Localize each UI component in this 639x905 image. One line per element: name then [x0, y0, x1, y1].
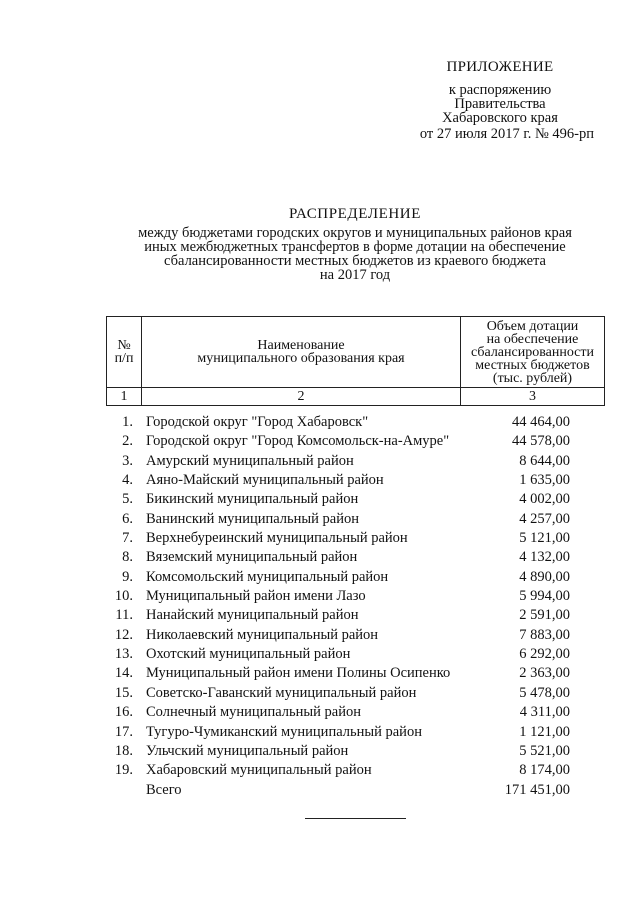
row-number: 18. — [114, 742, 133, 759]
row-value: 6 292,00 — [519, 646, 570, 663]
table-row — [0, 529, 639, 548]
row-number: 11. — [115, 607, 133, 624]
appendix-line-2: Правительства — [454, 96, 546, 112]
table-row — [0, 645, 639, 664]
table-row — [0, 684, 639, 703]
row-value: 8 644,00 — [519, 452, 570, 469]
row-name: Бикинский муниципальный район — [146, 491, 359, 508]
row-name: Николаевский муниципальный район — [146, 626, 379, 643]
col3-header: Объем дотации на обеспечение сбалансированности местных бюджетов (тыс. рублей) — [461, 317, 605, 388]
table-body — [0, 413, 639, 800]
row-value: 44 464,00 — [512, 414, 570, 430]
table-row — [0, 548, 639, 567]
total-row — [0, 781, 639, 800]
table-row — [0, 703, 639, 722]
row-value: 7 883,00 — [519, 626, 570, 643]
col3-number: 3 — [461, 388, 605, 406]
closing-divider — [305, 818, 406, 819]
row-name: Муниципальный район имени Лазо — [146, 588, 366, 605]
table-row — [0, 568, 639, 587]
row-name: Солнечный муниципальный район — [146, 704, 361, 721]
heading-line-1: между бюджетами городских округов и муниципальных районов края — [138, 225, 572, 241]
table-row — [0, 742, 639, 761]
appendix-line-3: Хабаровского края — [442, 110, 558, 126]
row-name: Амурский муниципальный район — [146, 452, 354, 469]
row-name: Охотский муниципальный район — [146, 646, 351, 663]
row-value: 4 002,00 — [519, 491, 570, 508]
row-value: 5 121,00 — [519, 530, 570, 547]
row-number: 17. — [114, 723, 133, 740]
row-name: Вяземский муниципальный район — [146, 549, 358, 566]
table-row — [0, 432, 639, 451]
row-value: 5 994,00 — [519, 588, 570, 605]
row-name: Аяно-Майский муниципальный район — [146, 472, 384, 489]
row-number: 6. — [122, 510, 133, 527]
row-value: 8 174,00 — [519, 762, 570, 779]
appendix-line-1: к распоряжению — [448, 82, 552, 98]
col2-header: Наименование муниципального образования края — [142, 317, 461, 388]
table-row — [0, 452, 639, 471]
row-number: 2. — [122, 433, 133, 450]
row-number: 1. — [122, 414, 133, 430]
row-number: 4. — [122, 472, 133, 489]
row-number: 8. — [122, 549, 133, 566]
appendix-title: ПРИЛОЖЕНИЕ — [446, 59, 554, 75]
heading-line-4: на 2017 год — [319, 267, 391, 283]
row-name: Городской округ "Город Комсомольск-на-Амуре" — [146, 433, 450, 450]
appendix-order-date: от 27 июля 2017 г. № 496-рп — [419, 126, 594, 142]
heading-line-2: иных межбюджетных трансфертов в форме дотации на обеспечение — [144, 239, 566, 255]
col1-header: № п/п — [107, 317, 142, 388]
row-value: 4 311,00 — [519, 704, 570, 721]
table-row — [0, 510, 639, 529]
row-name: Нанайский муниципальный район — [146, 607, 359, 624]
row-number: 19. — [114, 762, 133, 779]
heading-title: РАСПРЕДЕЛЕНИЕ — [288, 206, 421, 222]
row-number: 7. — [122, 530, 133, 547]
row-number: 12. — [114, 626, 133, 643]
table-row — [0, 626, 639, 645]
row-value: 44 578,00 — [512, 433, 570, 450]
row-name: Комсомольский муниципальный район — [146, 568, 389, 585]
heading-line-3: сбалансированности местных бюджетов из краевого бюджета — [164, 253, 546, 269]
row-value: 4 890,00 — [519, 568, 570, 585]
row-value: 2 363,00 — [519, 665, 570, 682]
row-number: 10. — [114, 588, 133, 605]
row-value: 1 635,00 — [519, 472, 570, 489]
col2-number: 2 — [142, 388, 461, 406]
row-name: Тугуро-Чумиканский муниципальный район — [146, 723, 422, 740]
row-number: 13. — [114, 646, 133, 663]
document-heading — [90, 207, 620, 221]
row-name: Ульчский муниципальный район — [146, 742, 349, 759]
row-number: 15. — [114, 684, 133, 701]
table-header — [106, 316, 605, 406]
table-row — [0, 490, 639, 509]
table-row — [0, 664, 639, 683]
row-name: Советско-Гаванский муниципальный район — [146, 684, 417, 701]
row-value: 4 132,00 — [519, 549, 570, 566]
row-value: 5 521,00 — [519, 742, 570, 759]
row-name: Хабаровский муниципальный район — [146, 762, 372, 779]
total-label: Всего — [146, 781, 182, 798]
row-number: 9. — [122, 568, 133, 585]
table-row — [0, 413, 639, 432]
table-row — [0, 606, 639, 625]
row-name: Городской округ "Город Хабаровск" — [146, 414, 369, 430]
table-row — [0, 723, 639, 742]
row-value: 1 121,00 — [519, 723, 570, 740]
row-number: 5. — [122, 491, 133, 508]
row-number: 3. — [122, 452, 133, 469]
total-value: 171 451,00 — [504, 781, 570, 798]
row-value: 4 257,00 — [519, 510, 570, 527]
row-name: Ванинский муниципальный район — [146, 510, 359, 527]
table-row — [0, 587, 639, 606]
table-row — [0, 471, 639, 490]
row-value: 5 478,00 — [519, 684, 570, 701]
table-row — [0, 761, 639, 780]
row-name: Верхнебуреинский муниципальный район — [146, 530, 408, 547]
row-number: 14. — [114, 665, 133, 682]
col1-number: 1 — [107, 388, 142, 406]
row-value: 2 591,00 — [519, 607, 570, 624]
row-name: Муниципальный район имени Полины Осипенко — [146, 665, 451, 682]
row-number: 16. — [114, 704, 133, 721]
